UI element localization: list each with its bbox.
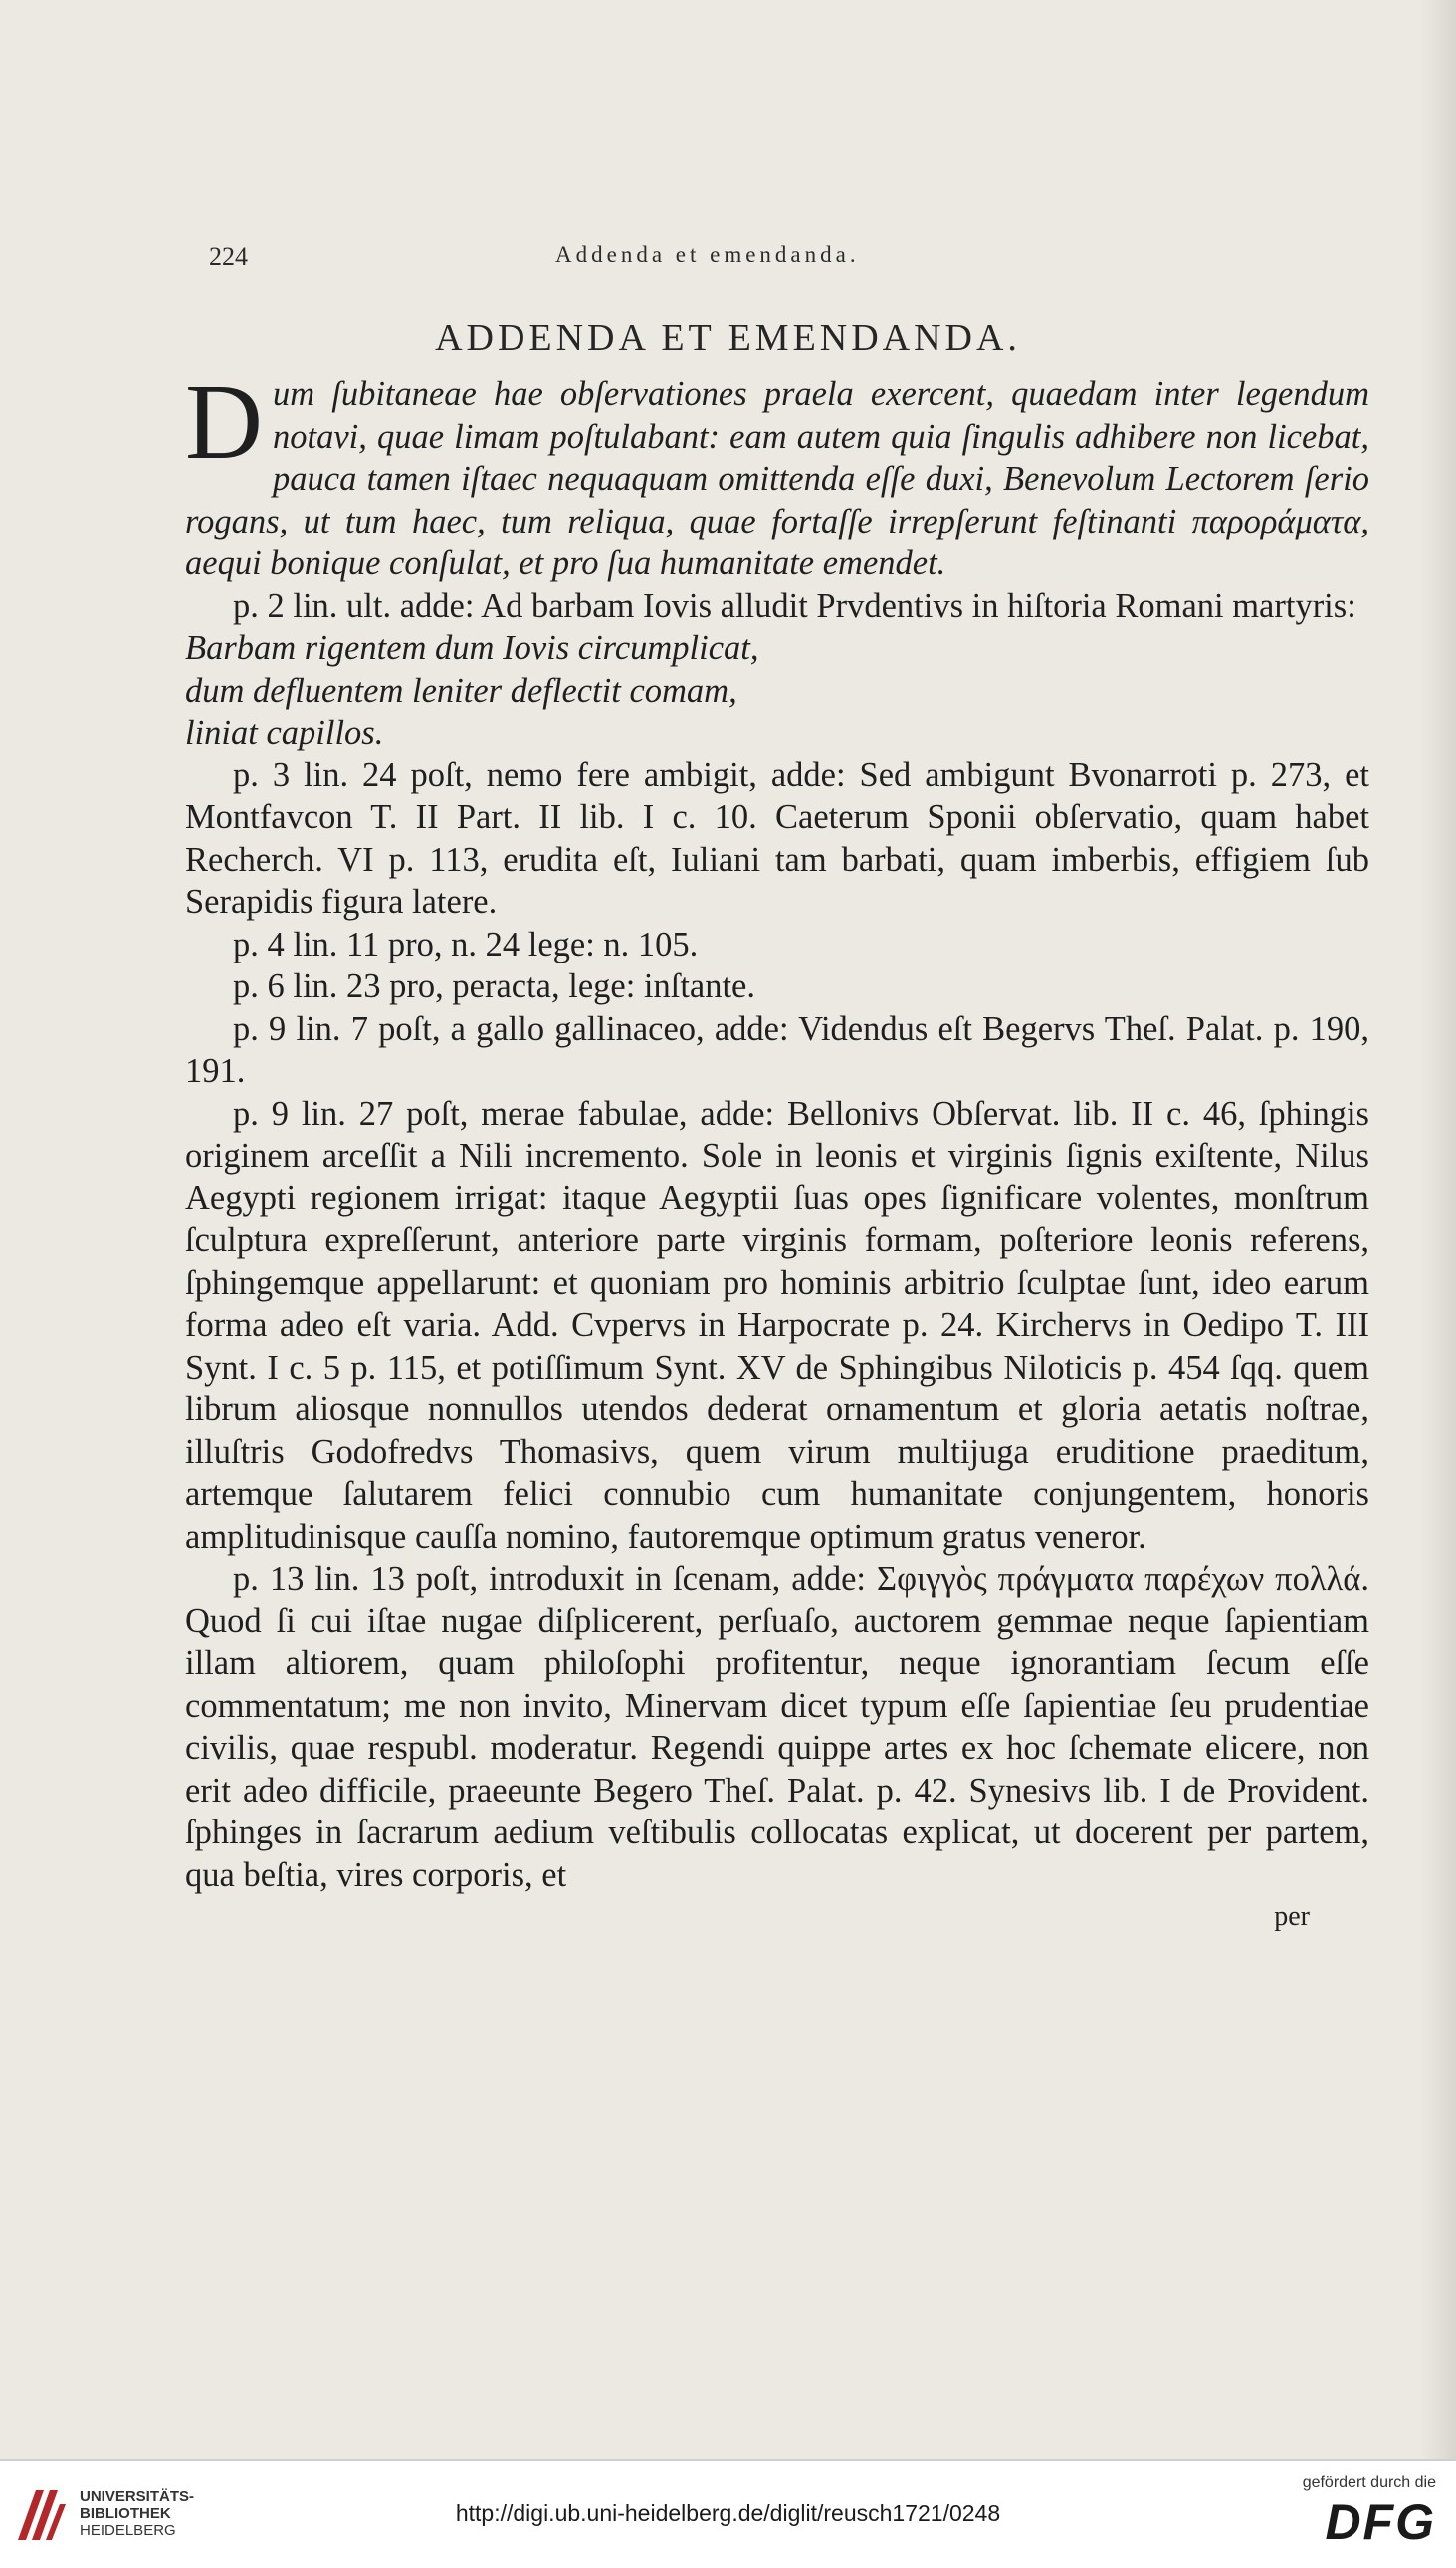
entry-p13: p. 13 lin. 13 poſt, introduxit in ſcenam, adde: Σφιγγὸς πράγματα παρέχων πολλά. Quod ſi cui iſtae nugae diſplicerent, perſuaſo, auctorem gemmae neque ſapientiam illam altiorem, quam philoſophi profitentur, neque ignorantiam ſecum eſſe commentatum; me non invito, Minervam dicet typum eſſe ſapientiae ſeu prudentiae civilis, quae respubl. moderatur. Regendi quippe artes ex hoc ſchemate elicere, non erit adeo difficile, praeeunte Begero Theſ. Palat. p. 42. Synesivs lib. I de Provident. ſphinges in ſacrarum aedium veſtibulis collocatas explicat, ut docerent per partem, qua beſtia, vires corporis, et — [185, 1560, 1369, 1894]
intro-paragraph — [185, 363, 1369, 585]
running-head — [209, 242, 1353, 282]
dfg-logo: DFG — [1325, 2494, 1436, 2550]
entry-p9-b: p. 9 lin. 27 poſt, merae fabulae, adde: Bellonivs Obſervat. lib. II c. 46, ſphingis originem arceſſit a Nili incremento. Sole in leonis et virginis ſignis exiſtente, Nilus Aegypti regionem irrigat: itaque Aegyptii ſuas opes ſignificare volentes, monſtrum ſculptura expreſſerunt, anteriore parte virginis formam, poſteriore leonis referens, ſphingemque appellarunt: et quoniam pro hominis arbitrio ſculptae ſunt, ideo earum forma adeo eſt varia. Add. Cvpervs in Harpocrate p. 24. Kirchervs in Oedipo T. III Synt. I c. 5 p. 115, et potiſſimum Synt. XV de Sphingibus Niloticis p. 454 ſqq. quem librum aliosque nonnullos utendos dederat ornamentum et gloria aetatis noſtrae, illuſtris Godofredvs Thomasivs, quem virum multijuga eruditione praeditum, artemque ſalutarem felici connubio cum humanitate conjungentem, honoris amplitudinisque cauſſa nomino, fautoremque optimum gratus veneror. — [185, 1094, 1369, 1556]
logo-line-1: UNIVERSITÄTS- — [80, 2488, 195, 2505]
verse-line-1: Barbam rigentem dum Iovis circumplicat, — [185, 629, 759, 667]
page-number: 224 — [209, 242, 248, 271]
section-title: ADDENDA ET EMENDANDA. — [435, 318, 1021, 359]
permalink-url[interactable]: http://digi.ub.uni-heidelberg.de/diglit/reusch1721/0248 — [455, 2500, 1001, 2526]
text-body — [185, 363, 1369, 1939]
entry-p3: p. 3 lin. 24 poſt, nemo fere ambigit, adde: Sed ambigunt Bvonarroti p. 273, et Montfavcon T. II Part. II lib. I c. 10. Caeterum Sponii obſervatio, quam habet Recherch. VI p. 113, erudita eſt, Iuliani tam barbati, quam imberbis, effigiem ſub Serapidis figura latere. — [185, 755, 1369, 921]
entry-p2: p. 2 lin. ult. adde: Ad barbam Iovis alludit Prvdentivs in hiſtoria Romani martyris: — [233, 586, 1356, 625]
drop-cap: D — [185, 363, 263, 482]
intro-text: um ſubitaneae hae obſervationes praela exercent, quaedam inter legendum notavi, quae limam poſtulabant: eam autem quia ſingulis adhibere non licebat, pauca tamen iſtaec nequaquam omittenda eſſe duxi, Benevolum Lectorem ſerio rogans, ut tum haec, tum reliqua, quae fortaſſe irrepſerunt feſtinanti παρoράματα, aequi bonique conſulat, et pro ſua humanitate emendet. — [185, 375, 1369, 582]
verse-line-3: liniat capillos. — [185, 714, 384, 751]
running-title: Addenda et emendanda. — [555, 242, 860, 267]
page-edge-shadow — [1420, 0, 1456, 2459]
entry-p4: p. 4 lin. 11 pro, n. 24 lege: n. 105. — [233, 925, 699, 963]
logo-line-3: HEIDELBERG — [80, 2522, 176, 2539]
funder-label: gefördert durch die — [1302, 2474, 1436, 2491]
viewer-footer — [0, 2459, 1456, 2568]
entry-p9-a: p. 9 lin. 7 poſt, a gallo gallinaceo, adde: Videndus eſt Begervs Theſ. Palat. p. 190, 191. — [185, 1009, 1369, 1090]
catchword: per — [1274, 1901, 1310, 1932]
entry-p6: p. 6 lin. 23 pro, peracta, lege: inſtante. — [233, 967, 755, 1005]
funder-block[interactable] — [1237, 2474, 1436, 2552]
verse-line-2: dum defluentem leniter deflectit comam, — [185, 671, 737, 710]
logo-line-2: BIBLIOTHEK — [80, 2505, 171, 2522]
